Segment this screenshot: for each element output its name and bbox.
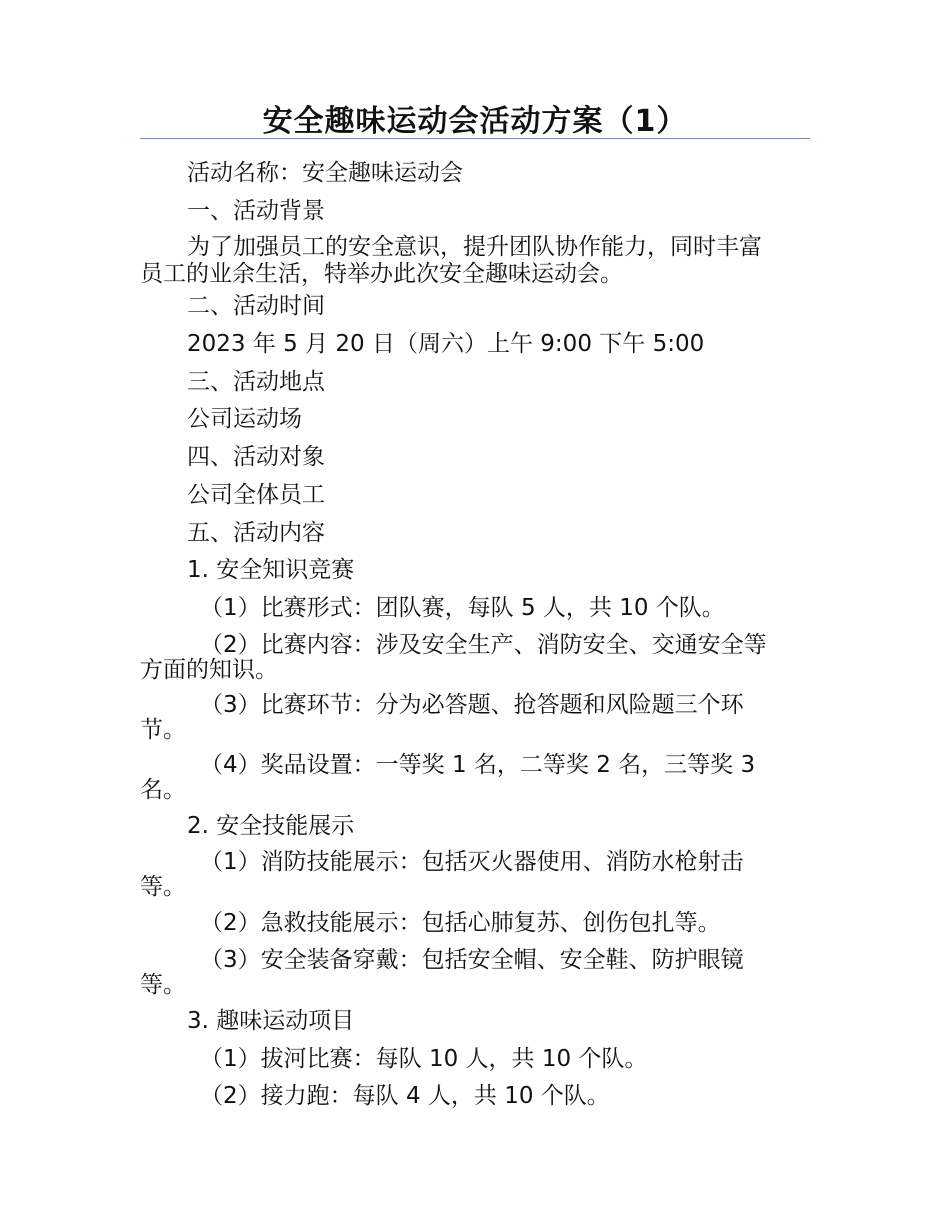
list-item: （2）接力跑：每队 4 人，共 10 个队。	[200, 1083, 610, 1110]
section-heading-participants: 四、活动对象	[187, 444, 325, 471]
section-heading-background: 一、活动背景	[187, 197, 325, 224]
subsection-fun-sports: 3. 趣味运动项目	[187, 1007, 355, 1034]
activity-participants-value: 公司全体员工	[187, 481, 325, 508]
activity-name-line: 活动名称：安全趣味运动会	[187, 160, 463, 186]
list-item-line-2: 等。	[140, 874, 186, 901]
list-item-line-1: （1）消防技能展示：包括灭火器使用、消防水枪射击	[200, 849, 744, 876]
section-heading-time: 二、活动时间	[187, 293, 325, 320]
activity-location-value: 公司运动场	[187, 406, 302, 433]
section-heading-location: 三、活动地点	[187, 368, 325, 395]
subsection-knowledge-contest: 1. 安全知识竞赛	[187, 557, 355, 584]
section-heading-content: 五、活动内容	[187, 519, 325, 546]
list-item-line-2: 名。	[140, 776, 186, 803]
list-item-line-2: 等。	[140, 971, 186, 998]
activity-time-value: 2023 年 5 月 20 日（周六）上午 9:00 下午 5:00	[187, 331, 705, 358]
list-item: （2）急救技能展示：包括心肺复苏、创伤包扎等。	[200, 910, 721, 937]
list-item	[140, 845, 810, 905]
document-title: 安全趣味运动会活动方案（1）	[262, 104, 688, 139]
title-underline	[140, 138, 810, 139]
list-item-line-1: （4）奖品设置：一等奖 1 名，二等奖 2 名，三等奖 3	[200, 751, 756, 778]
background-line-1: 为了加强员工的安全意识，提升团队协作能力，同时丰富	[187, 234, 762, 261]
list-item	[140, 628, 810, 688]
list-item-line-1: （2）比赛内容：涉及安全生产、消防安全、交通安全等	[200, 631, 767, 658]
list-item	[140, 688, 810, 748]
list-item	[140, 748, 810, 808]
list-item: （1）拔河比赛：每队 10 人，共 10 个队。	[200, 1045, 648, 1072]
subsection-skills-demo: 2. 安全技能展示	[187, 812, 355, 839]
list-item-line-1: （3）安全装备穿戴：包括安全帽、安全鞋、防护眼镜	[200, 946, 744, 973]
list-item-line-2: 方面的知识。	[140, 656, 278, 683]
list-item: （1）比赛形式：团队赛，每队 5 人，共 10 个队。	[200, 594, 725, 621]
background-paragraph	[140, 230, 810, 288]
list-item	[140, 943, 810, 1003]
list-item-line-1: （3）比赛环节：分为必答题、抢答题和风险题三个环	[200, 691, 744, 718]
list-item-line-2: 节。	[140, 716, 186, 743]
document-body	[140, 155, 810, 1116]
background-line-2: 员工的业余生活，特举办此次安全趣味运动会。	[140, 261, 623, 288]
